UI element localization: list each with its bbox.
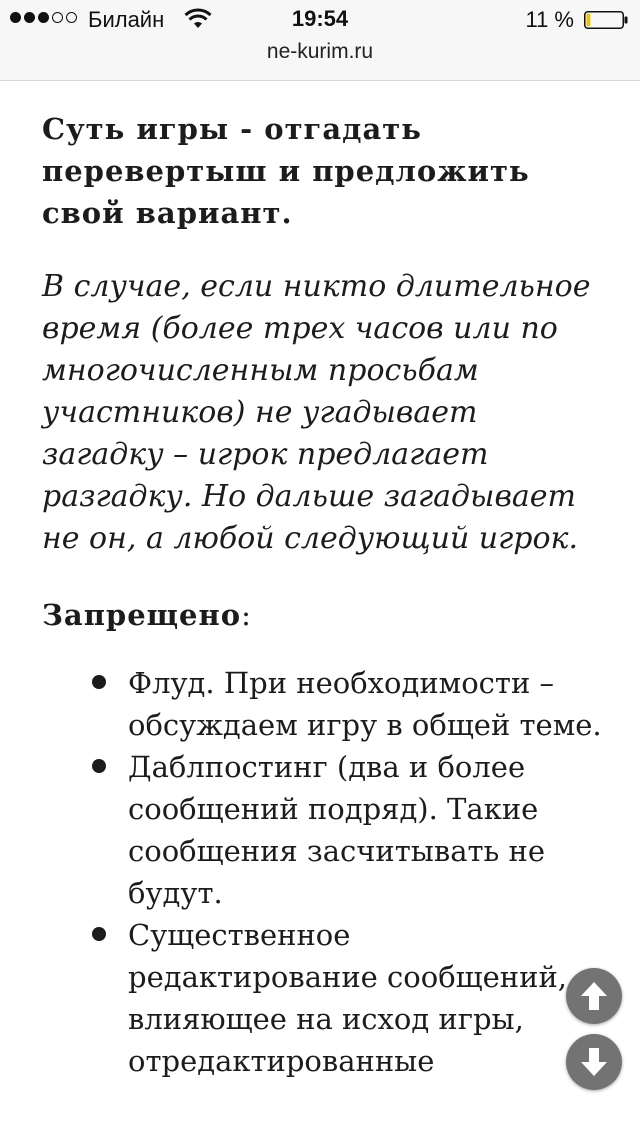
bullet-icon — [92, 759, 106, 773]
list-item-text: Флуд. При необходимости – обсуждаем игру в общей теме. — [128, 666, 602, 742]
battery-icon — [584, 11, 628, 29]
bullet-icon — [92, 927, 106, 941]
status-bar — [0, 0, 640, 40]
list-item — [42, 914, 602, 1082]
status-time: 19:54 — [291, 6, 349, 31]
browser-top-bar — [0, 0, 640, 81]
article-content — [42, 108, 602, 1082]
scroll-to-top-button[interactable] — [566, 968, 622, 1024]
list-item-text: Существенное редактирование сообщений, влияющее на исход игры, отредактированные — [128, 918, 567, 1078]
game-rules-note: В случае, если никто длительное время (более трех часов или по многочисленным просьбам участников) не угадывает загадку – игрок предлагает разгадку. Но дальше загадывает не он, а любой следующий игрок. — [42, 269, 591, 556]
bullet-icon — [92, 675, 106, 689]
list-item — [42, 746, 602, 914]
address-bar-url[interactable]: ne-kurim.ru — [266, 40, 374, 63]
arrow-up-icon — [576, 978, 612, 1014]
forbidden-colon: : — [241, 598, 251, 632]
forbidden-label: Запрещено — [42, 598, 242, 632]
forbidden-list — [42, 662, 602, 1082]
arrow-down-icon — [576, 1044, 612, 1080]
list-item — [42, 662, 602, 746]
carrier-name: Билайн — [88, 7, 165, 32]
list-item-text: Даблпостинг (два и более сообщений подряд). Такие сообщения засчитывать не будут. — [128, 750, 546, 910]
forbidden-heading — [42, 594, 602, 636]
scroll-to-bottom-button[interactable] — [566, 1034, 622, 1090]
battery-percent: 11 % — [525, 7, 574, 32]
game-rules-heading: Суть игры - отгадать перевертыш и предложить свой вариант. — [42, 112, 530, 230]
